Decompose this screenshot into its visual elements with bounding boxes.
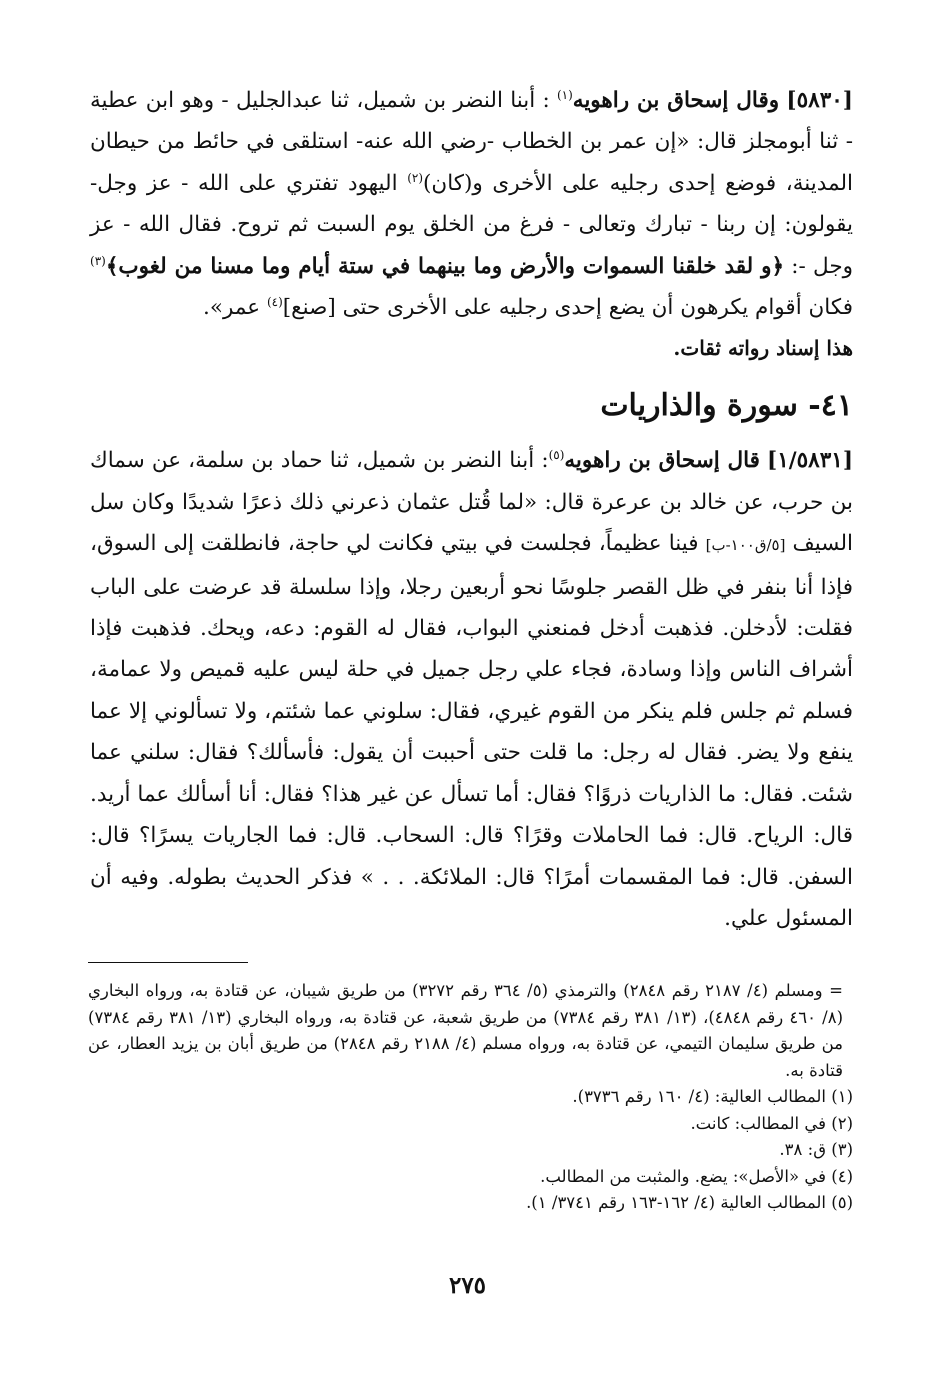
hadith-ref-5831: [١/٥٨٣١]: [767, 448, 854, 474]
hadith-text: فكان أقوام يكرهون أن يضع إحدى رجليه على الأخرى حتى [صنع]: [282, 295, 853, 321]
hadith-ref-5830: [٥٨٣٠]: [786, 88, 853, 113]
footnote-separator: [88, 962, 248, 963]
footnotes: [88, 978, 853, 1217]
footnote-4: (٤) في «الأصل»: يضع. والمثبت من المطالب.: [540, 1166, 853, 1186]
footnote-3: (٣) ق: ٣٨.: [779, 1140, 853, 1159]
footnote-marker-2: (٢): [407, 170, 424, 185]
narrator-lead: وقال إسحاق بن راهويه: [572, 88, 780, 113]
hadith-text: : أبنا النضر بن شميل، ثنا عبدالجليل - وهو ابن عطية - ثنا أبومجلز قال: «إن عمر بن الخطاب -رضي الله عنه- استلقى في حائط من حيطان المدينة، فوضع إحدى رجليه على الأخرى و(كان): [90, 88, 853, 196]
page-body: [90, 80, 853, 939]
page-number: ٢٧٥: [448, 1272, 487, 1299]
footnote-5: (٥) المطالب العالية (٤/ ١٦٢-١٦٣ رقم ٣٧٤١/ ١).: [526, 1193, 853, 1212]
footnote-marker-3: (٣): [90, 253, 106, 268]
isnad-note: هذا إسناد رواته ثقات.: [673, 336, 853, 361]
hadith-text: : أبنا النضر بن شميل، ثنا حماد بن سلمة، عن سماك بن حرب، عن خالد بن عرعرة قال: «لما قُتل عثمان ذعرني ذلك ذعرًا شديدًا وكان سل السيف: [90, 448, 853, 557]
hadith-text: اليهود تفتري على الله - عز وجل- يقولون: إن ربنا - تبارك وتعالى - فرغ من الخلق يوم السبت ثم تروح. فقال الله - عز وجل -:: [90, 170, 853, 279]
main-text: [90, 80, 853, 939]
footnote-marker-1: (١): [556, 87, 573, 102]
quran-verse: ﴿و لقد خلقنا السموات والأرض وما بينهما في ستة أيام وما مسنا من لغوب﴾: [105, 253, 785, 279]
footnote-marker-5: (٥): [548, 448, 565, 463]
footnote-marker-4: (٤): [266, 294, 283, 309]
hadith-5831: [90, 440, 853, 939]
hadith-5830: [90, 80, 853, 328]
footnote-1: (١) المطالب العالية: (٤/ ١٦٠ رقم ٣٧٣٦).: [572, 1087, 853, 1106]
hadith-text: عمر».: [203, 295, 267, 321]
footnote-2: (٢) في المطالب: كانت.: [690, 1113, 853, 1133]
footnote-continuation: = ومسلم (٤/ ٢١٨٧ رقم ٢٨٤٨) والترمذي (٥/ ٣٦٤ رقم ٣٢٧٢) من طريق شيبان، عن قتادة به، ورواه البخاري (٨/ ٤٦٠ رقم ٤٨٤٨)، (١٣/ ٣٨١ رقم ٧٣٨٤) من طريق شعبة، عن قتادة به، ورواه البخاري (١٣/ ٣٨١ رقم ٧٣٨٤) من طريق سليمان التيمي، عن قتادة به، ورواه مسلم (٤/ ٢١٨٨ رقم ٢٨٤٨) من طريق أبان بن يزيد العطار، عن قتادة به.: [88, 981, 844, 1080]
narrator-lead: قال إسحاق بن راهويه: [564, 448, 760, 474]
manuscript-folio-marker: [٥/ق١٠٠-ب]: [705, 536, 786, 555]
surah-heading: ٤١- سورة والذاريات: [600, 388, 853, 424]
hadith-text: فينا عظيماً، فجلست في بيتي فكانت لي حاجة، فانطلقت إلى السوق، فإذا أنا بنفر في ظل القصر جلوسًا نحو أربعين رجلا، وإذا سلسلة قد عرضت على الباب فقلت: لأدخلن. فذهبت أدخل فمنعني البواب، فقال له القوم: دعه، ويحك. فذهبت فإذا أشراف الناس وإذا وسادة، فجاء علي رجل جميل في حلة ليس عليه قميص ولا عمامة، فسلم ثم جلس فلم ينكر من القوم غيري، فقال: سلوني عما شئتم، ولا تسألوني إلا عما ينفع ولا يضر. فقال له رجل: ما قلت حتى أحببت أن يقول: فأسألك؟ فقال: سلني عما شئت. فقال: ما الذاريات ذروًا؟ فقال: أما تسأل عن غير هذا؟ فقال: أنا أسألك عما أريد. قال: الرياح. قال: فما الحاملات وقرًا؟ قال: السحاب. قال: فما الجاريات يسرًا؟ قال: السفن. قال: فما المقسمات أمرًا؟ قال: الملائكة. . . » فذكر الحديث بطوله. وفيه أن المسئول علي.: [90, 531, 853, 931]
